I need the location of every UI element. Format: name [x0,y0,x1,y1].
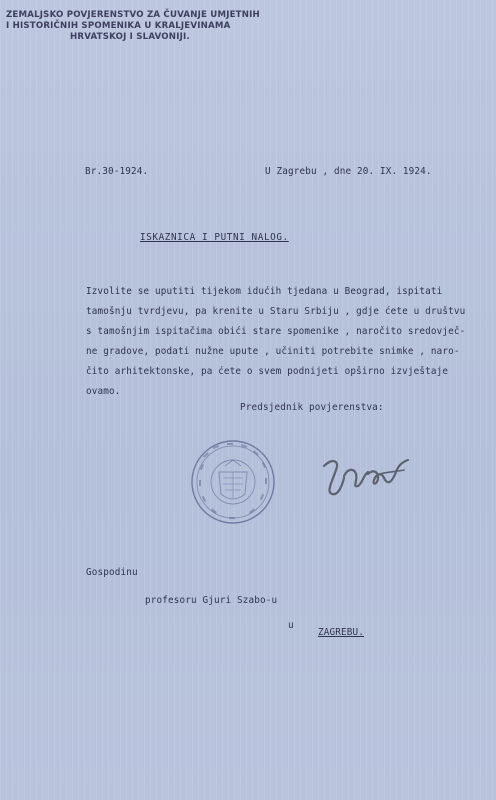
letterhead-line-1: ZEMALJSKO POVJERENSTVO ZA ČUVANJE UMJETNIH [6,10,260,20]
body-line: Izvolite se uputiti tijekom idućih tjedana u Beograd, ispitati [86,286,443,297]
body-line: ovamo. [86,386,121,397]
recipient-city: ZAGREBU. [318,627,364,638]
recipient-preposition: u [288,620,294,631]
institution-stamp-header [6,10,306,43]
body-line: s tamošnjim ispitačima obići stare spomenike , naročito sredovječ- [86,326,466,337]
round-seal-stamp [189,438,277,526]
president-label: Predsjednik povjerenstva: [240,402,384,413]
body-line: tamošnju tvrdjevu, pa krenite u Staru Srbiju , gdje ćete u društvu [86,306,466,317]
recipient-name: profesoru Gjuri Szabo-u [145,595,278,606]
body-line: čito arhitektonske, pa ćete o svem podnijeti opširno izvještaje [86,366,449,377]
place-and-date: U Zagrebu , dne 20. IX. 1924. [265,166,432,177]
document-number: Br.30-1924. [85,166,149,177]
body-line: ne gradove, podati nužne upute , učiniti potrebite snimke , naro- [86,346,460,357]
letterhead-line-2: I HISTORIČNIH SPOMENIKA U KRALJEVINAMA [6,21,231,31]
document-title: ISKAZNICA I PUTNI NALOG. [140,232,289,243]
salutation: Gospodinu [86,567,138,578]
body-text [86,282,465,402]
handwritten-signature [318,452,422,498]
letterhead-line-3: HRVATSKOJ I SLAVONIJI. [70,32,190,42]
